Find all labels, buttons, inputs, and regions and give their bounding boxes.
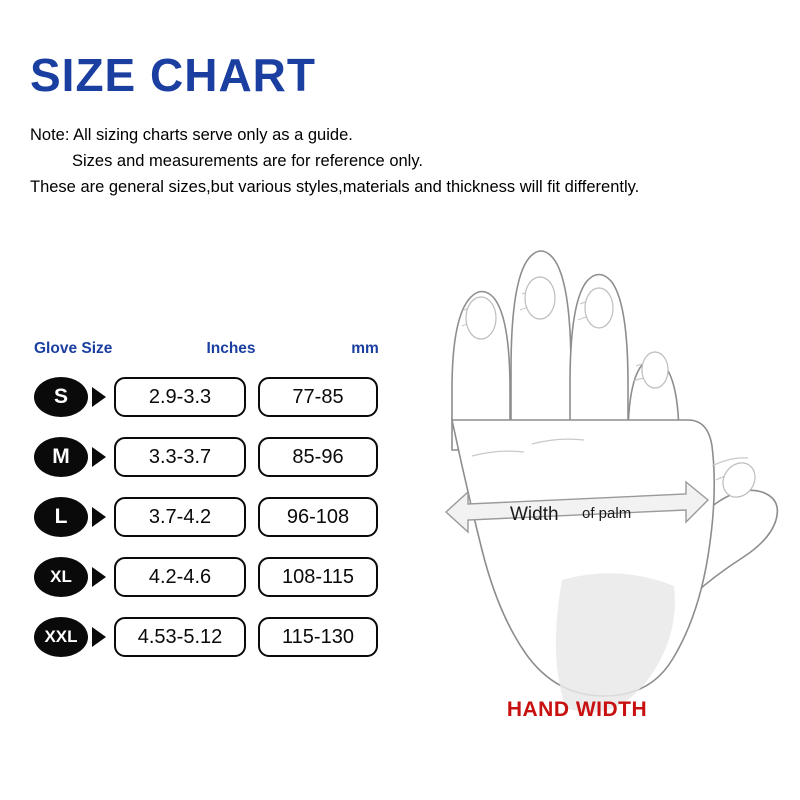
size-badge: M — [34, 437, 88, 477]
table-row — [34, 612, 424, 662]
column-header-mm: mm — [351, 340, 379, 357]
arrow-right-icon — [92, 627, 106, 647]
table-row — [34, 492, 424, 542]
table-row — [34, 432, 424, 482]
hand-diagram-icon — [412, 250, 790, 720]
cell-inches: 4.2-4.6 — [114, 557, 246, 597]
cell-mm: 115-130 — [258, 617, 378, 657]
table-row — [34, 372, 424, 422]
arrow-right-icon — [92, 507, 106, 527]
cell-mm: 96-108 — [258, 497, 378, 537]
page-title: SIZE CHART — [30, 49, 316, 101]
cell-mm: 108-115 — [258, 557, 378, 597]
size-badge: S — [34, 377, 88, 417]
cell-mm: 85-96 — [258, 437, 378, 477]
palm-shading — [556, 573, 675, 712]
cell-inches: 3.3-3.7 — [114, 437, 246, 477]
note-line-1: Note: All sizing charts serve only as a guide. — [30, 126, 353, 144]
column-header-inches: Inches — [206, 340, 256, 357]
table-header-row — [34, 340, 424, 358]
width-label-main: Width — [510, 504, 559, 525]
size-badge: L — [34, 497, 88, 537]
note-line-3: These are general sizes,but various styles,materials and thickness will fit differently. — [30, 178, 640, 196]
size-badge: XL — [34, 557, 88, 597]
arrow-right-icon — [92, 447, 106, 467]
size-badge: XXL — [34, 617, 88, 657]
table-row — [34, 552, 424, 602]
column-header-glove-size: Glove Size — [34, 340, 113, 357]
hand-width-caption: HAND WIDTH — [506, 698, 648, 721]
size-table — [34, 340, 424, 672]
cell-mm: 77-85 — [258, 377, 378, 417]
cell-inches: 3.7-4.2 — [114, 497, 246, 537]
cell-inches: 2.9-3.3 — [114, 377, 246, 417]
notes-block — [30, 122, 775, 200]
arrow-right-icon — [92, 387, 106, 407]
width-label-sub: of palm — [582, 505, 632, 522]
hand-illustration — [412, 250, 790, 750]
cell-inches: 4.53-5.12 — [114, 617, 246, 657]
note-line-2: Sizes and measurements are for reference only. — [72, 152, 423, 170]
arrow-right-icon — [92, 567, 106, 587]
